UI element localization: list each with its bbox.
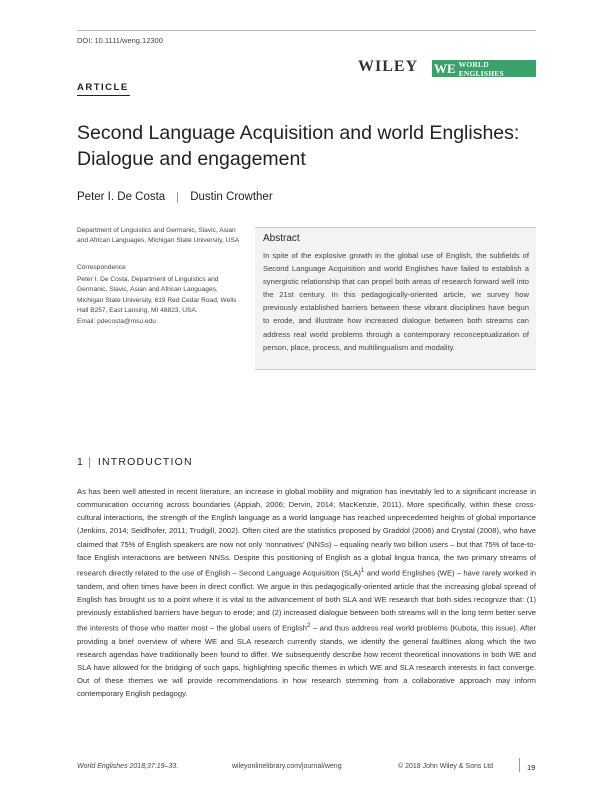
affiliation: Department of Linguistics and Germanic, Slavic, Asian and African Languages, Michigan State University, USA xyxy=(77,227,240,244)
section-heading xyxy=(77,456,193,468)
section-title: INTRODUCTION xyxy=(97,456,193,468)
article-title: Second Language Acquisition and world Englishes: Dialogue and engagement xyxy=(77,122,520,170)
correspondence-email[interactable]: Email: pdecosta@msu.edu xyxy=(77,317,156,325)
section-number: 1 xyxy=(77,456,83,468)
paragraph-text: and world Englishes (WE) – have rarely worked in tandem, and often times have been in direct conflict. We argue in this pedagogically-oriented article that the increasing global spread of English has brought us to a point where it is vital to the advancement of both SLA and WE research that both sides recognize that: (1) previously established barriers have begun to erode; and (2) increased dialogue between both streams will in the long term better serve the interests of those who matter most – the global users of English xyxy=(77,568,536,633)
correspondence-heading: Correspondence xyxy=(77,264,126,271)
journal-logo xyxy=(432,60,536,77)
article-type-label: ARTICLE xyxy=(77,82,129,93)
journal-logo-text: WORLD ENGLISHES xyxy=(458,59,504,78)
intro-paragraph xyxy=(77,485,536,701)
footnote-marker[interactable]: 1 xyxy=(360,566,365,574)
page-number: 19 xyxy=(527,763,536,772)
footnote-marker[interactable]: 2 xyxy=(307,622,311,630)
publisher-logo: WILEY xyxy=(358,58,419,75)
author-separator xyxy=(177,192,178,203)
paragraph-text: – and thus address real world problems (Kubota, this issue). After providing a brief overview of where WE and SLA research currently stands, we identify the general faultlines along which the two research agendas have traditionally been found to differ. We subsequently describe how recent theoretical innovations in both WE and SLA have allowed for the bridging of such gaps, highlighting specific themes in which WE and SLA research interests in fact converge. Out of these themes we will provide recommendations in how research stemming from a collaborative approach may inform contemporary English pedagogy. xyxy=(77,623,536,699)
article-type-underline xyxy=(77,95,130,96)
author-name[interactable]: Peter I. De Costa xyxy=(77,191,166,203)
author-name[interactable]: Dustin Crowther xyxy=(190,191,273,203)
footer-citation: World Englishes 2018;37:19–33. xyxy=(77,763,179,770)
abstract-heading: Abstract xyxy=(263,233,300,244)
paragraph-text: As has been well attested in recent literature, an increase in global mobility and migration has inevitably led to a significant increase in communication occurring across boundaries (Appiah, 2006; Dervin, 2014; MacKenzie, 2011). More specifically, within these cross-cultural interactions, the strength of the English language as a world language has reached unprecedented heights of global importance (Jenkins, 2014; Seidlhofer, 2011; Trudgill, 2002). Often cited are the statistics proposed by Graddol (2006) and Crystal (2008), who have claimed that 75% of English speakers are now not only ‘nonnatives’ (NNSs) – equaling nearly two billion users – but that 75% of face-to-face English interactions are between NNSs. Despite this positioning of English as a global lingua franca, the two primary streams of research directly related to the use of English – Second Language Acquisition (SLA) xyxy=(77,487,536,578)
correspondence-block xyxy=(77,275,245,327)
section-heading-divider xyxy=(89,457,90,468)
correspondence-address: Peter I. De Costa, Department of Linguistics and Germanic, Slavic, Asian and African Languages, Michigan State University, 619 Red Cedar Road, Wells Hall B257, East Lansing, MI 48823, USA. xyxy=(77,276,237,315)
author-list xyxy=(77,191,273,203)
header-rule xyxy=(77,30,536,31)
footer-copyright: © 2018 John Wiley & Sons Ltd xyxy=(398,763,494,770)
footer-divider xyxy=(519,758,520,772)
footer-url[interactable]: wileyonlinelibrary.com/journal/weng xyxy=(232,763,342,770)
doi-label[interactable]: DOI: 10.1111/weng.12300 xyxy=(77,36,163,45)
journal-logo-mark: WE xyxy=(434,61,456,76)
abstract-text: In spite of the explosive growth in the global use of English, the subfields of Second Language Acquisition and world Englishes have failed to establish a synergistic relationship that can propel both areas of research forward well into the 21st century. In this pedagogically-oriented article, we survey how previously established barriers between these vibrant disciplines have begun to erode, and illustrate how increased dialogue between both streams can address real world problems through a contemporary reconceptualization of person, place, process, and multilingualism and modality. xyxy=(263,251,529,352)
